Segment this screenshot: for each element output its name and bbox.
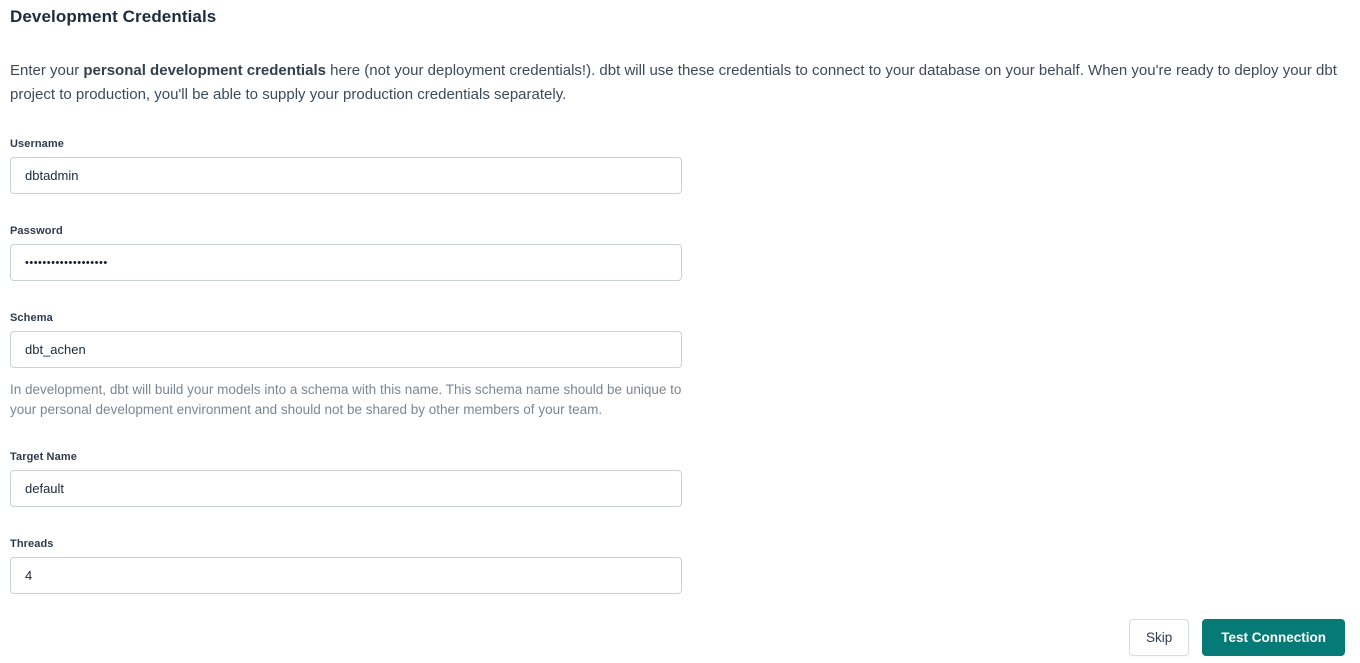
schema-field-group (10, 312, 682, 420)
username-input[interactable] (10, 157, 682, 194)
schema-label: Schema (10, 312, 53, 324)
schema-help-text: In development, dbt will build your models into a schema with this name. This schema name should be unique to your personal development environment and should not be shared by other members of your team. (10, 382, 682, 417)
skip-button[interactable]: Skip (1129, 619, 1189, 656)
threads-field-group (10, 538, 682, 594)
target-name-input[interactable] (10, 470, 682, 507)
page-title: Development Credentials (10, 7, 217, 26)
intro-text (10, 59, 1345, 107)
target-name-label: Target Name (10, 451, 77, 463)
test-connection-button[interactable]: Test Connection (1202, 619, 1345, 656)
password-field-group (10, 225, 682, 281)
form-actions (1129, 619, 1345, 656)
password-input[interactable] (10, 244, 682, 281)
username-field-group (10, 138, 682, 194)
threads-input[interactable] (10, 557, 682, 594)
target-name-field-group (10, 451, 682, 507)
intro-text-pre: Enter your (10, 62, 84, 79)
intro-text-post: here (not your deployment credentials!). dbt will use these credentials to connect to your database on your behalf. When you're ready to deploy your dbt project to production, you'll be able to supply your production credentials separately. (10, 62, 1337, 103)
password-label: Password (10, 225, 63, 237)
schema-input[interactable] (10, 331, 682, 368)
username-label: Username (10, 138, 64, 150)
intro-text-bold: personal development credentials (83, 62, 326, 79)
threads-label: Threads (10, 538, 54, 550)
